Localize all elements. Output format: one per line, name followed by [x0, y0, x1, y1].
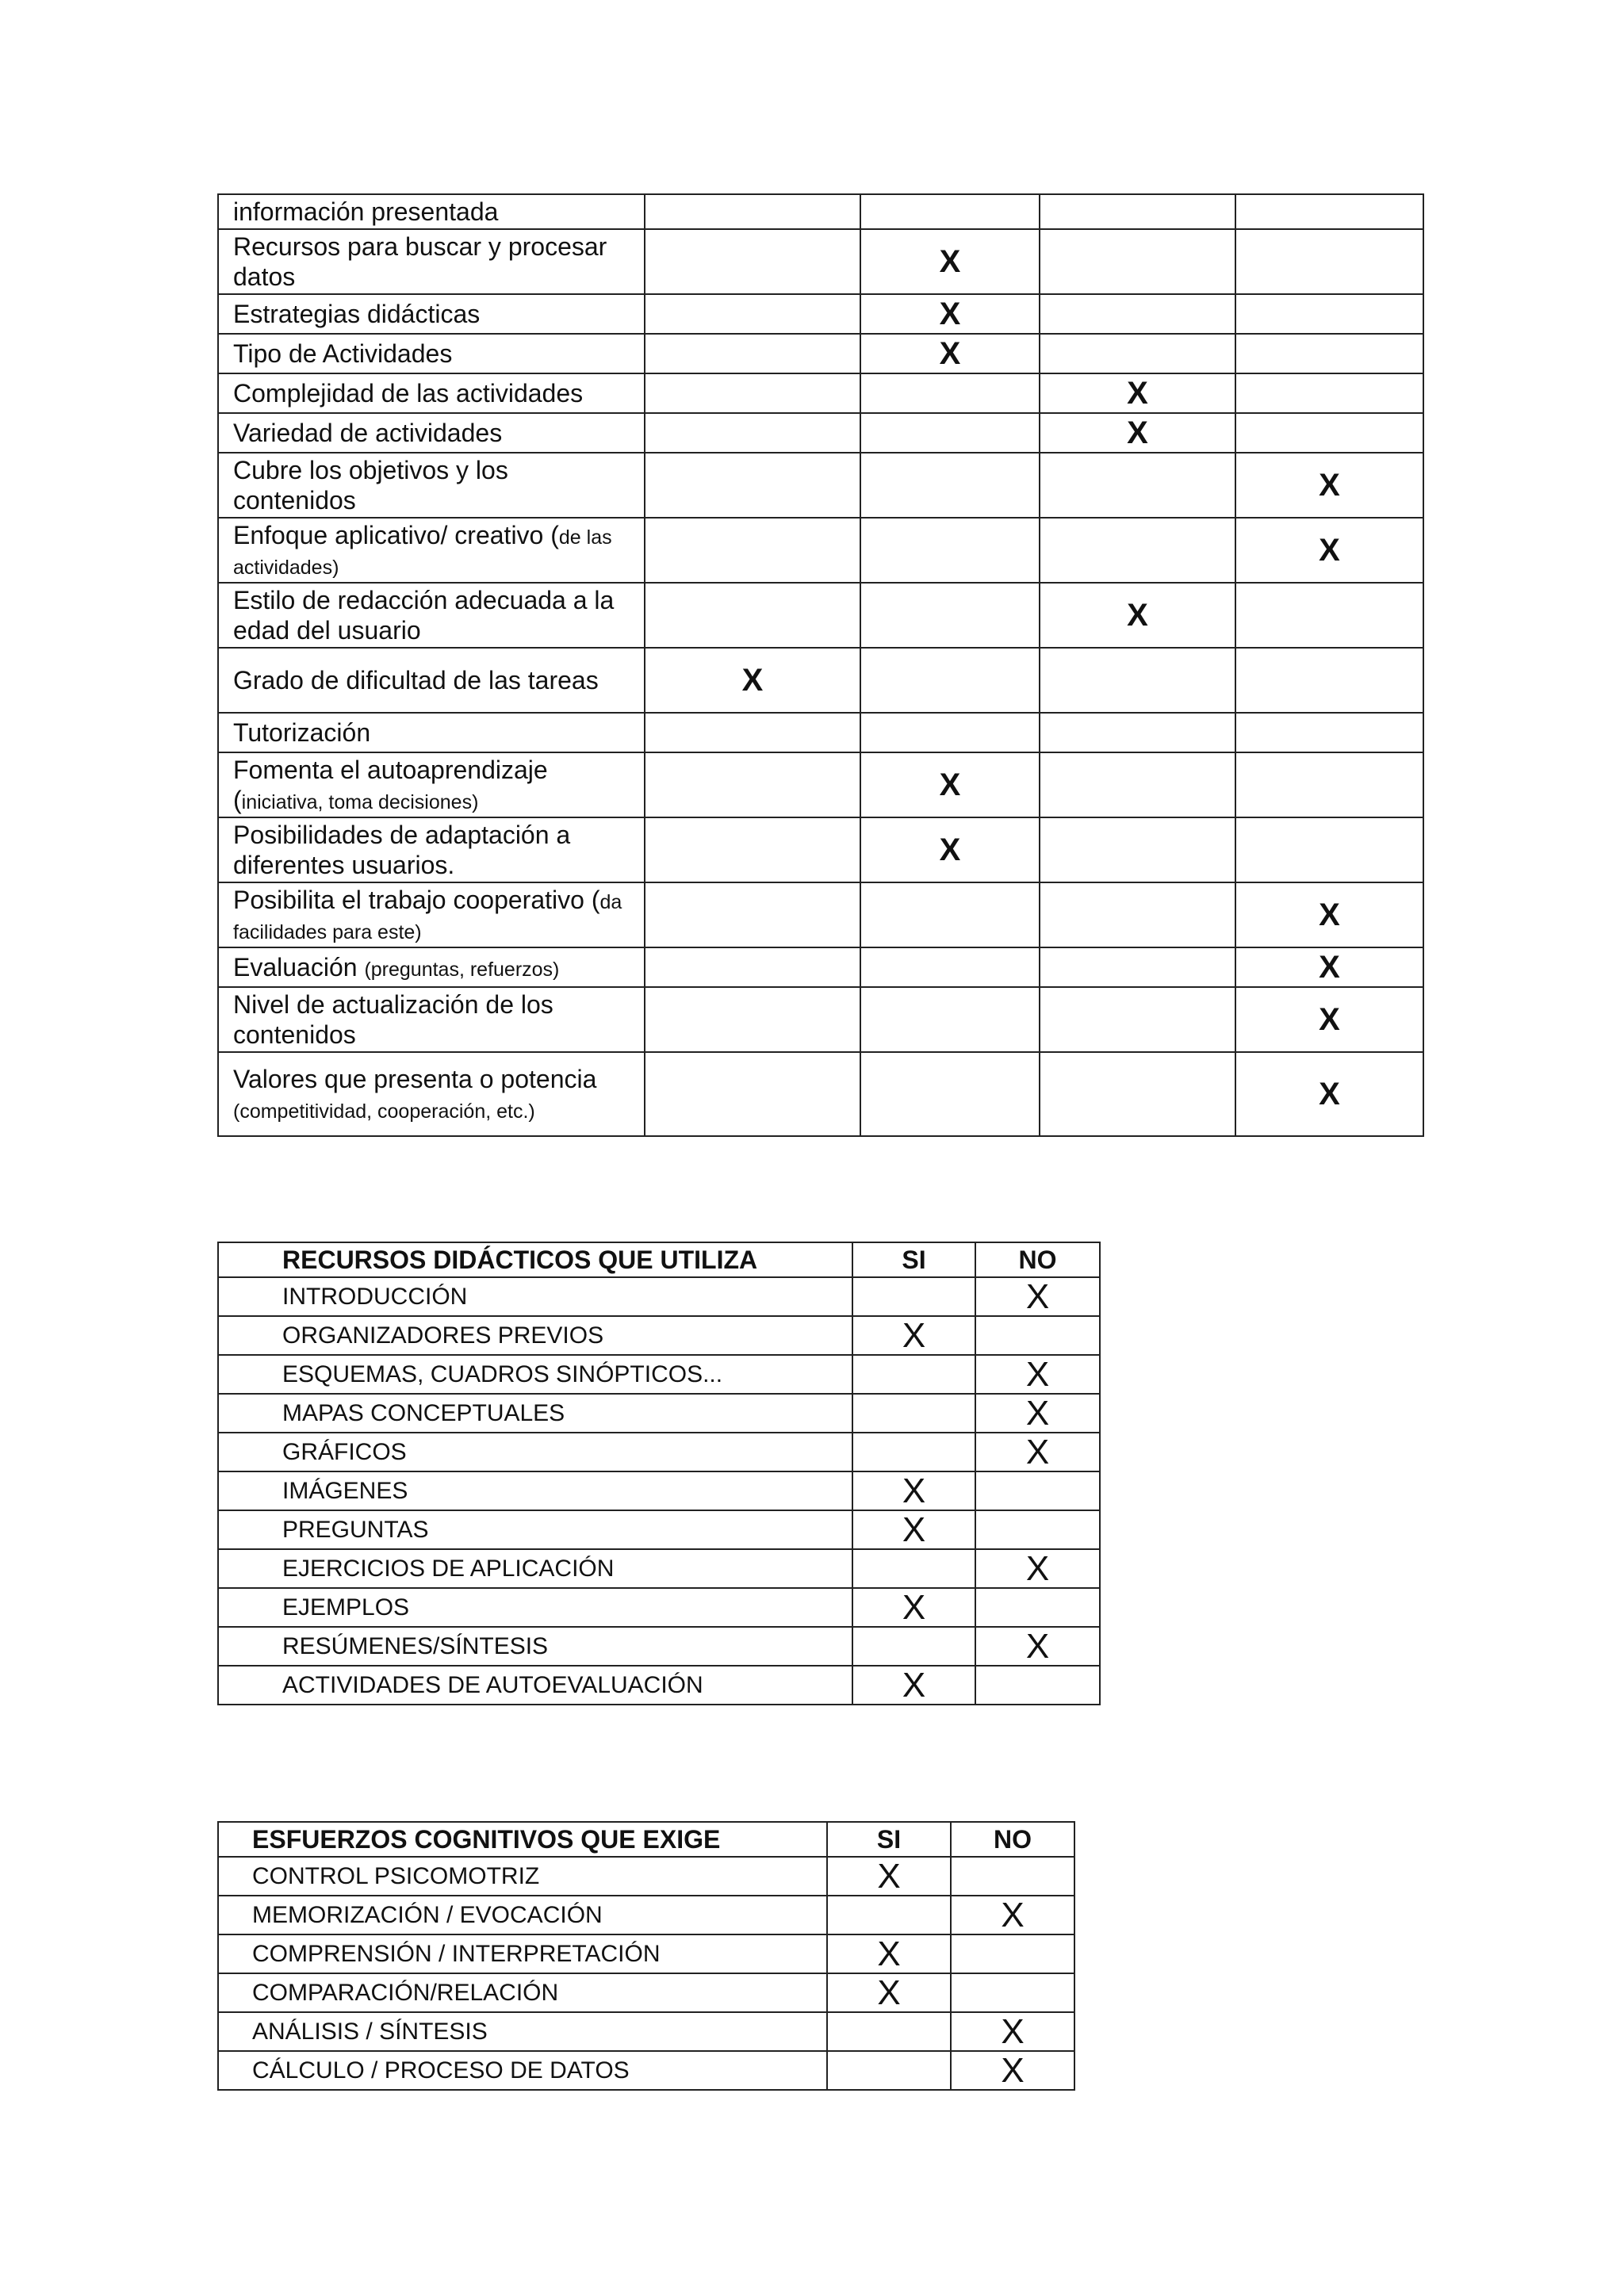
- rating-cell-3: X: [1040, 413, 1235, 453]
- si-cell: [852, 1627, 975, 1666]
- table-row: [218, 2012, 1074, 2051]
- col-si-header: SI: [827, 1822, 951, 1857]
- criterion-label: Recursos para buscar y procesar datos: [233, 232, 607, 291]
- rating-cell-3: [1040, 882, 1235, 947]
- rating-cell-4: X: [1235, 453, 1423, 518]
- rating-cell-3: [1040, 334, 1235, 373]
- rating-cell-3: [1040, 987, 1235, 1052]
- evaluation-table: [217, 193, 1424, 1137]
- rating-cell-3: [1040, 453, 1235, 518]
- table-row: [218, 1857, 1074, 1896]
- row-label: PREGUNTAS: [218, 1510, 852, 1549]
- criterion-cell: [218, 194, 645, 229]
- criterion-label: Nivel de actualización de los contenidos: [233, 990, 553, 1049]
- row-label: MEMORIZACIÓN / EVOCACIÓN: [218, 1896, 827, 1934]
- rating-cell-3: X: [1040, 373, 1235, 413]
- rating-cell-4: [1235, 334, 1423, 373]
- row-label: EJERCICIOS DE APLICACIÓN: [218, 1549, 852, 1588]
- criterion-cell: [218, 947, 645, 987]
- recursos-didacticos-table: [217, 1242, 1101, 1705]
- rating-cell-1: [645, 713, 860, 752]
- row-label: ACTIVIDADES DE AUTOEVALUACIÓN: [218, 1666, 852, 1705]
- row-label: GRÁFICOS: [218, 1433, 852, 1471]
- table-row: [218, 1433, 1100, 1471]
- rating-cell-2: [860, 648, 1040, 713]
- table-row: [218, 947, 1423, 987]
- table-row: [218, 373, 1423, 413]
- rating-cell-1: [645, 987, 860, 1052]
- criterion-cell: [218, 373, 645, 413]
- row-label: CÁLCULO / PROCESO DE DATOS: [218, 2051, 827, 2090]
- rating-cell-3: [1040, 1052, 1235, 1136]
- table-row: [218, 1277, 1100, 1316]
- row-label: IMÁGENES: [218, 1471, 852, 1510]
- si-cell: [852, 1433, 975, 1471]
- rating-cell-3: [1040, 294, 1235, 334]
- rating-cell-1: [645, 229, 860, 294]
- row-label: COMPARACIÓN/RELACIÓN: [218, 1973, 827, 2012]
- criterion-cell: [218, 713, 645, 752]
- si-cell: X: [827, 1857, 951, 1896]
- no-cell: X: [951, 2012, 1074, 2051]
- table-row: [218, 334, 1423, 373]
- no-cell: X: [975, 1394, 1100, 1433]
- row-label: MAPAS CONCEPTUALES: [218, 1394, 852, 1433]
- si-cell: [852, 1277, 975, 1316]
- si-cell: X: [852, 1588, 975, 1627]
- criterion-label: Cubre los objetivos y los contenidos: [233, 456, 508, 515]
- criterion-label: información presentada: [233, 197, 499, 226]
- esfuerzos-header: ESFUERZOS COGNITIVOS QUE EXIGE: [218, 1822, 827, 1857]
- criterion-label: Tutorización: [233, 718, 371, 747]
- table-row: [218, 1588, 1100, 1627]
- rating-cell-1: X: [645, 648, 860, 713]
- row-label: CONTROL PSICOMOTRIZ: [218, 1857, 827, 1896]
- esfuerzos-cognitivos-table: [217, 1821, 1075, 2091]
- criterion-note: de las actividades): [233, 526, 612, 579]
- rating-cell-2: [860, 987, 1040, 1052]
- table-row: [218, 1627, 1100, 1666]
- row-label: COMPRENSIÓN / INTERPRETACIÓN: [218, 1934, 827, 1973]
- rating-cell-4: X: [1235, 947, 1423, 987]
- criterion-note: da facilidades para este): [233, 891, 622, 943]
- criterion-note: (competitividad, cooperación, etc.): [233, 1100, 535, 1123]
- no-cell: [975, 1471, 1100, 1510]
- table-row: [218, 583, 1423, 648]
- criterion-cell: [218, 413, 645, 453]
- rating-cell-1: [645, 413, 860, 453]
- criterion-cell: [218, 518, 645, 583]
- criterion-label: Variedad de actividades: [233, 419, 503, 447]
- rating-cell-2: X: [860, 229, 1040, 294]
- table-row: [218, 518, 1423, 583]
- row-label: INTRODUCCIÓN: [218, 1277, 852, 1316]
- col-no-header: NO: [975, 1242, 1100, 1277]
- table-row: [218, 1052, 1423, 1136]
- si-cell: X: [852, 1471, 975, 1510]
- si-cell: X: [852, 1510, 975, 1549]
- rating-cell-2: [860, 583, 1040, 648]
- no-cell: [951, 1857, 1074, 1896]
- rating-cell-2: [860, 1052, 1040, 1136]
- rating-cell-2: X: [860, 817, 1040, 882]
- criterion-label: Fomenta el autoaprendizaje (: [233, 756, 548, 814]
- criterion-note: iniciativa, toma decisiones): [241, 791, 479, 813]
- table-row: [218, 1934, 1074, 1973]
- criterion-label: Posibilidades de adaptación a diferentes usuarios.: [233, 821, 571, 879]
- rating-cell-1: [645, 947, 860, 987]
- rating-cell-3: [1040, 194, 1235, 229]
- si-cell: [827, 2051, 951, 2090]
- rating-cell-2: [860, 713, 1040, 752]
- rating-cell-4: [1235, 583, 1423, 648]
- rating-cell-3: [1040, 947, 1235, 987]
- table-row: [218, 1510, 1100, 1549]
- criterion-cell: [218, 229, 645, 294]
- rating-cell-3: X: [1040, 583, 1235, 648]
- si-cell: X: [827, 1973, 951, 2012]
- rating-cell-1: [645, 194, 860, 229]
- rating-cell-2: [860, 413, 1040, 453]
- row-label: ANÁLISIS / SÍNTESIS: [218, 2012, 827, 2051]
- si-cell: [852, 1549, 975, 1588]
- table-row: [218, 1896, 1074, 1934]
- table-row: [218, 2051, 1074, 2090]
- rating-cell-4: [1235, 373, 1423, 413]
- criterion-label: Enfoque aplicativo/ creativo (: [233, 521, 559, 549]
- table-row: [218, 752, 1423, 817]
- rating-cell-1: [645, 817, 860, 882]
- rating-cell-4: [1235, 194, 1423, 229]
- rating-cell-4: [1235, 229, 1423, 294]
- criterion-cell: [218, 334, 645, 373]
- table-row: [218, 294, 1423, 334]
- criterion-label: Posibilita el trabajo cooperativo (: [233, 886, 600, 914]
- criterion-cell: [218, 752, 645, 817]
- row-label: ESQUEMAS, CUADROS SINÓPTICOS...: [218, 1355, 852, 1394]
- table-row: [218, 1666, 1100, 1705]
- table-header-row: [218, 1822, 1074, 1857]
- table-row: [218, 194, 1423, 229]
- si-cell: [827, 2012, 951, 2051]
- table-row: [218, 413, 1423, 453]
- no-cell: [951, 1934, 1074, 1973]
- no-cell: X: [975, 1433, 1100, 1471]
- criterion-cell: [218, 453, 645, 518]
- rating-cell-4: [1235, 752, 1423, 817]
- table-row: [218, 713, 1423, 752]
- rating-cell-4: [1235, 413, 1423, 453]
- rating-cell-3: [1040, 518, 1235, 583]
- rating-cell-2: [860, 194, 1040, 229]
- si-cell: [827, 1896, 951, 1934]
- criterion-label: Valores que presenta o potencia: [233, 1065, 597, 1093]
- table-row: [218, 1355, 1100, 1394]
- rating-cell-1: [645, 583, 860, 648]
- rating-cell-1: [645, 518, 860, 583]
- rating-cell-2: [860, 373, 1040, 413]
- table-row: [218, 1394, 1100, 1433]
- criterion-cell: [218, 882, 645, 947]
- rating-cell-3: [1040, 752, 1235, 817]
- si-cell: X: [852, 1666, 975, 1705]
- rating-cell-4: [1235, 648, 1423, 713]
- rating-cell-3: [1040, 713, 1235, 752]
- criterion-label: Estrategias didácticas: [233, 300, 481, 328]
- rating-cell-2: X: [860, 294, 1040, 334]
- row-label: ORGANIZADORES PREVIOS: [218, 1316, 852, 1355]
- criterion-cell: [218, 817, 645, 882]
- rating-cell-2: [860, 518, 1040, 583]
- no-cell: X: [975, 1627, 1100, 1666]
- rating-cell-3: [1040, 648, 1235, 713]
- criterion-cell: [218, 294, 645, 334]
- no-cell: [975, 1588, 1100, 1627]
- no-cell: [975, 1666, 1100, 1705]
- rating-cell-4: [1235, 294, 1423, 334]
- criterion-label: Complejidad de las actividades: [233, 379, 584, 408]
- rating-cell-2: [860, 453, 1040, 518]
- rating-cell-1: [645, 1052, 860, 1136]
- table-row: [218, 1973, 1074, 2012]
- si-cell: [852, 1394, 975, 1433]
- no-cell: X: [975, 1549, 1100, 1588]
- rating-cell-4: X: [1235, 987, 1423, 1052]
- table-row: [218, 882, 1423, 947]
- rating-cell-3: [1040, 817, 1235, 882]
- rating-cell-1: [645, 294, 860, 334]
- si-cell: [852, 1355, 975, 1394]
- rating-cell-4: [1235, 713, 1423, 752]
- rating-cell-4: X: [1235, 518, 1423, 583]
- rating-cell-2: [860, 882, 1040, 947]
- table-row: [218, 1316, 1100, 1355]
- table-row: [218, 817, 1423, 882]
- table-row: [218, 1549, 1100, 1588]
- row-label: RESÚMENES/SÍNTESIS: [218, 1627, 852, 1666]
- criterion-label: Evaluación: [233, 953, 365, 982]
- criterion-label: Tipo de Actividades: [233, 339, 453, 368]
- table-row: [218, 229, 1423, 294]
- rating-cell-4: [1235, 817, 1423, 882]
- recursos-header: RECURSOS DIDÁCTICOS QUE UTILIZA: [218, 1242, 852, 1277]
- no-cell: X: [975, 1277, 1100, 1316]
- row-label: EJEMPLOS: [218, 1588, 852, 1627]
- table-row: [218, 987, 1423, 1052]
- si-cell: X: [852, 1316, 975, 1355]
- rating-cell-4: X: [1235, 882, 1423, 947]
- rating-cell-3: [1040, 229, 1235, 294]
- no-cell: [975, 1510, 1100, 1549]
- table-row: [218, 453, 1423, 518]
- col-no-header: NO: [951, 1822, 1074, 1857]
- rating-cell-1: [645, 373, 860, 413]
- rating-cell-1: [645, 752, 860, 817]
- table-row: [218, 648, 1423, 713]
- table-header-row: [218, 1242, 1100, 1277]
- no-cell: X: [951, 2051, 1074, 2090]
- rating-cell-2: [860, 947, 1040, 987]
- no-cell: [975, 1316, 1100, 1355]
- criterion-cell: [218, 1052, 645, 1136]
- criterion-cell: [218, 648, 645, 713]
- criterion-label: Grado de dificultad de las tareas: [233, 666, 599, 695]
- criterion-label: Estilo de redacción adecuada a la edad del usuario: [233, 586, 615, 645]
- rating-cell-1: [645, 882, 860, 947]
- rating-cell-1: [645, 334, 860, 373]
- col-si-header: SI: [852, 1242, 975, 1277]
- si-cell: X: [827, 1934, 951, 1973]
- no-cell: X: [951, 1896, 1074, 1934]
- rating-cell-2: X: [860, 334, 1040, 373]
- no-cell: [951, 1973, 1074, 2012]
- table-row: [218, 1471, 1100, 1510]
- criterion-cell: [218, 583, 645, 648]
- no-cell: X: [975, 1355, 1100, 1394]
- criterion-note: (preguntas, refuerzos): [364, 959, 560, 981]
- rating-cell-1: [645, 453, 860, 518]
- criterion-cell: [218, 987, 645, 1052]
- rating-cell-4: X: [1235, 1052, 1423, 1136]
- rating-cell-2: X: [860, 752, 1040, 817]
